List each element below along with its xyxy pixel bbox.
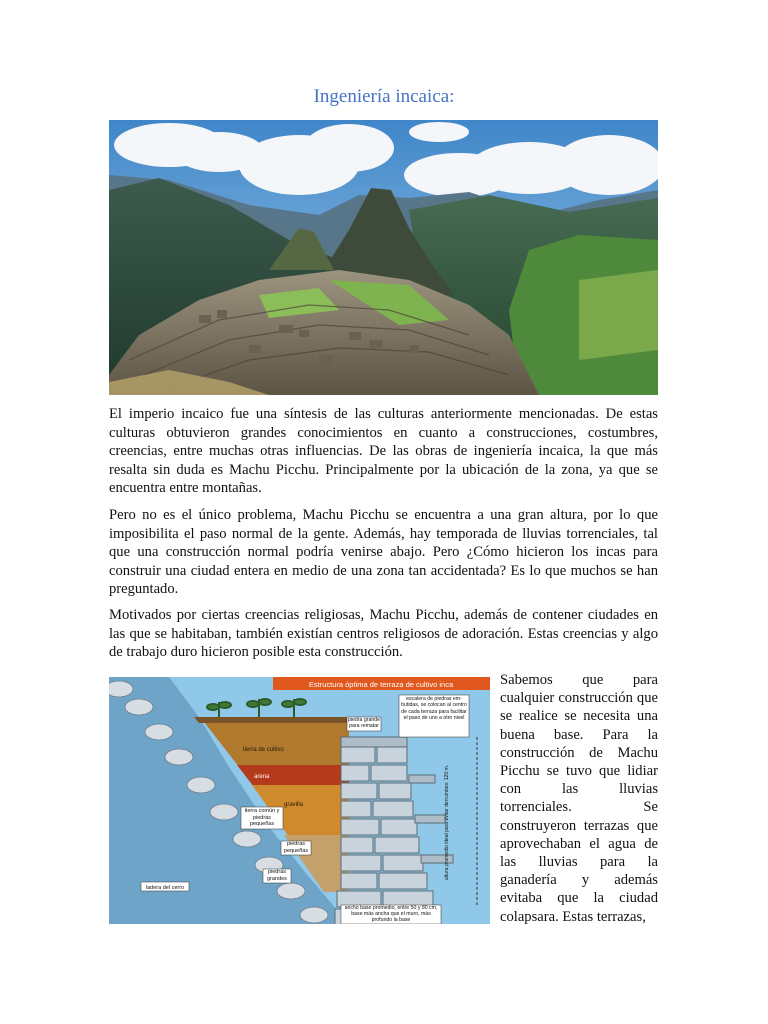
label-escalera: escalera de piedras em- butidas, se colocan al centro de cada terraza para facilitar el paso de uno a otro nivel xyxy=(401,696,467,721)
label-arena: arena xyxy=(254,774,270,780)
label-ancho: ancho base promedio, entre 50 y 80 cm, base más ancha que el muro, más profundo la base xyxy=(344,905,438,924)
label-gravilla: gravilla xyxy=(284,802,304,808)
label-piedra-rematar: piedra grande para rematar xyxy=(347,717,380,730)
page-title: Ingeniería incaica: xyxy=(313,86,455,107)
body-paragraph: Motivados por ciertas creencias religiosas, Machu Picchu, además de contener ciudades en las que se habitaban, también existían centros religiosos de adoración. Estas creencias y algo de trabajo duro hicieron posible esta construcción. xyxy=(109,607,658,661)
label-tierra-cultivo: tierra de cultivo xyxy=(243,747,284,753)
body-paragraph: El imperio incaico fue una síntesis de las culturas anteriormente mencionadas. De estas culturas obtuvieron grandes conocimientos en cuanto a construcciones, costumbres, creencias, entre muchas otras influencias. De las obras de ingeniería incaica, la que más resalta sin duda es Machu Picchu. Principalmente por la ubicación de la zona, ya que se encuentra entre montañas. xyxy=(109,406,658,497)
label-altura: altura promedio ideal para evitar derrumbes: 120 m. xyxy=(444,764,450,880)
body-paragraph-wrapped: Sabemos que para cualquier construcción que se realice se necesita una buena base. Para la construcción de Machu Picchu se tuvo que lidiar con las lluvias torrenciales. Se construyeron terrazas que aprovechaban el agua de las lluvias para la ganadería y además evitaba que la ciudad colapsara. Estas terrazas, xyxy=(500,672,658,925)
body-paragraph: Pero no es el único problema, Machu Picchu se encuentra a una gran altura, por lo que imposibilita el paso normal de la gente. Además, hay temporada de lluvias torrenciales, tal que una construcción normal podría venirse abajo. Pero ¿Cómo hicieron los incas para construir una ciudad entera en medio de una zona tan accidentada? Es lo que muchos se han preguntado. xyxy=(109,507,658,598)
diagram-title: Estructura óptima de terraza de cultivo inca xyxy=(308,680,454,689)
label-piedras-grandes: piedras grandes xyxy=(267,869,287,882)
machu-picchu-photo xyxy=(109,120,658,395)
terrace-diagram xyxy=(109,677,490,924)
label-ladera: ladera del cerro xyxy=(145,885,185,891)
label-tierra-comun: tierra común y piedras pequeñas xyxy=(244,808,280,827)
label-piedras-pequenas: piedras pequeñas xyxy=(283,841,309,854)
